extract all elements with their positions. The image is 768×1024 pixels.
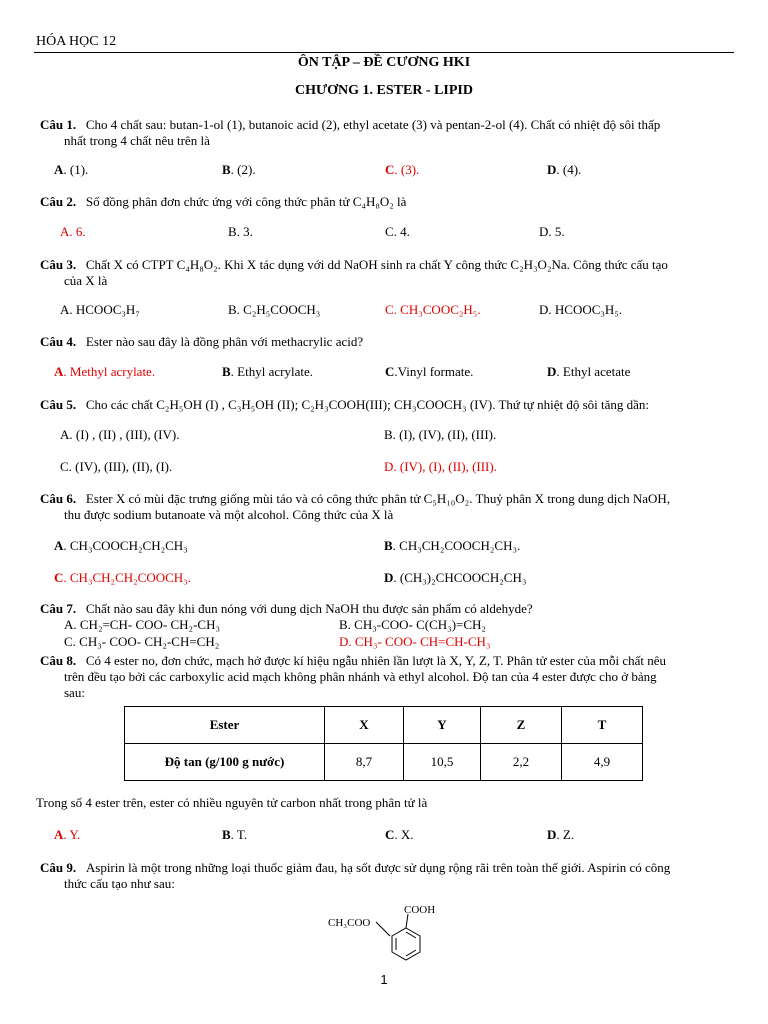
q1-option-c: C. (3). bbox=[385, 162, 420, 177]
q8-option-c: C. X. bbox=[385, 827, 414, 842]
q8-option-a: A. Y. bbox=[54, 827, 81, 842]
question-9: Câu 9. Aspirin là một trong những loại thuốc giảm đau, hạ sốt được sử dụng rộng rãi trên toàn thế giới. Aspirin có công bbox=[40, 860, 671, 875]
table-header: Ester bbox=[125, 707, 325, 744]
question-text: Cho 4 chất sau: butan-1-ol (1), butanoic acid (2), ethyl acetate (3) và pentan-2-ol (4). Chất có nhiệt độ sôi thấp bbox=[85, 117, 661, 132]
benzene-ring-structure bbox=[370, 912, 450, 972]
page-number: 1 bbox=[380, 972, 388, 987]
q6-option-b: B. CH₃CH₂COOCH₂CH₃. bbox=[384, 538, 521, 553]
q5-option-c: C. (IV), (III), (II), (I). bbox=[60, 459, 173, 474]
q7-option-d: D. CH₃- COO- CH=CH-CH₃ bbox=[339, 634, 491, 649]
question-2: Câu 2. Số đồng phân đơn chức ứng với công thức phân tử C₄H₈O₂ là bbox=[40, 194, 407, 209]
q2-option-a: A. 6. bbox=[60, 224, 86, 239]
q5-option-b: B. (I), (IV), (II), (III). bbox=[384, 427, 497, 442]
table-row bbox=[125, 744, 643, 781]
q8-option-d: D. Z. bbox=[547, 827, 575, 842]
q7-option-a: A. CH₂=CH- COO- CH₂-CH₃ bbox=[64, 617, 220, 632]
q3-option-d: D. HCOOC₃H₅. bbox=[539, 302, 623, 317]
q2-option-d: D. 5. bbox=[539, 224, 565, 239]
table-cell: 8,7 bbox=[325, 744, 404, 781]
q3-option-b: B. C₂H₅COOCH₃ bbox=[228, 302, 321, 317]
header-rule bbox=[34, 52, 734, 53]
q2-option-b: B. 3. bbox=[228, 224, 253, 239]
cooh-label: COOH bbox=[404, 904, 436, 916]
question-8-cont2: sau: bbox=[64, 685, 85, 700]
table-cell: 10,5 bbox=[404, 744, 481, 781]
main-title: ÔN TẬP – ĐỀ CƯƠNG HKI bbox=[297, 55, 471, 70]
question-8: Câu 8. Có 4 ester no, đơn chức, mạch hở được kí hiệu ngẫu nhiên lần lượt là X, Y, Z, T. Phân tử ester của mỗi chất nêu bbox=[40, 653, 666, 668]
question-4: Câu 4. Ester nào sau đây là đồng phân với methacrylic acid? bbox=[40, 334, 364, 349]
chapter-title: CHƯƠNG 1. ESTER - LIPID bbox=[294, 83, 473, 98]
subject-header: HÓA HỌC 12 bbox=[36, 34, 117, 49]
question-8-cont: trên đều tạo bởi các carboxylic acid mạch không phân nhánh và ethyl alcohol. Độ tan của 4 ester được cho ở bảng bbox=[64, 669, 657, 684]
question-7: Câu 7. Chất nào sau đây khi đun nóng với dung dịch NaOH thu được sản phẩm có aldehyde? bbox=[40, 601, 533, 616]
q3-option-a: A. HCOOC₃H₇ bbox=[60, 302, 140, 317]
table-header: Y bbox=[404, 707, 481, 744]
ch3coo-label: CH₃COO bbox=[328, 917, 371, 929]
q7-option-b: B. CH₃-COO- C(CH₃)=CH₂ bbox=[339, 617, 486, 632]
q2-option-c: C. 4. bbox=[385, 224, 410, 239]
table-header: Z bbox=[481, 707, 562, 744]
question-label: Câu 1. bbox=[40, 117, 77, 132]
q4-option-a: A. Methyl acrylate. bbox=[54, 364, 156, 379]
question-3: Câu 3. Chất X có CTPT C₄H₈O₂. Khi X tác dụng với dd NaOH sinh ra chất Y công thức C₂H₃O₂Na. Công thức cấu tạo bbox=[40, 257, 668, 272]
solubility-table bbox=[124, 706, 643, 781]
question-3-cont: của X là bbox=[64, 273, 108, 288]
q8-option-b: B. T. bbox=[222, 827, 248, 842]
table-header-row bbox=[125, 707, 643, 744]
q1-option-a: A. (1). bbox=[54, 162, 89, 177]
q6-option-a: A. CH₃COOCH₂CH₂CH₃ bbox=[54, 538, 188, 553]
q6-option-c: C. CH₃CH₂CH₂COOCH₃. bbox=[54, 570, 191, 585]
q1-option-d: D. (4). bbox=[547, 162, 582, 177]
table-cell: 2,2 bbox=[481, 744, 562, 781]
question-8-prompt: Trong số 4 ester trên, ester có nhiều nguyên tử carbon nhất trong phân tử là bbox=[36, 795, 428, 810]
q6-option-d: D. (CH₃)₂CHCOOCH₂CH₃ bbox=[384, 570, 527, 585]
q4-option-c: C.Vinyl formate. bbox=[385, 364, 474, 379]
table-row-label: Độ tan (g/100 g nước) bbox=[125, 744, 325, 781]
question-6-cont: thu được sodium butanoate và một alcohol. Công thức của X là bbox=[64, 507, 394, 522]
question-1 bbox=[40, 117, 660, 133]
q1-option-b: B. (2). bbox=[222, 162, 256, 177]
question-6: Câu 6. Ester X có mùi đặc trưng giống mùi táo và có công thức phân tử C₅H₁₀O₂. Thuỷ phân X trong dung dịch NaOH, bbox=[40, 491, 671, 506]
table-header: T bbox=[562, 707, 643, 744]
table-header: X bbox=[325, 707, 404, 744]
q5-option-a: A. (I) , (II) , (III), (IV). bbox=[60, 427, 180, 442]
question-9-cont: thức cấu tạo như sau: bbox=[64, 876, 175, 891]
q7-option-c: C. CH₃- COO- CH₂-CH=CH₂ bbox=[64, 634, 220, 649]
q4-option-b: B. Ethyl acrylate. bbox=[222, 364, 313, 379]
q5-option-d: D. (IV), (I), (II), (III). bbox=[384, 459, 497, 474]
question-1-cont: nhất trong 4 chất nêu trên là bbox=[64, 133, 210, 148]
q3-option-c: C. CH₃COOC₂H₅. bbox=[385, 302, 481, 317]
q4-option-d: D. Ethyl acetate bbox=[547, 364, 631, 379]
table-cell: 4,9 bbox=[562, 744, 643, 781]
question-5: Câu 5. Cho các chất C₂H₅OH (I) , C₃H₅OH (II); C₂H₃COOH(III); CH₃COOCH₃ (IV). Thứ tự nhiệt độ sôi tăng dần: bbox=[40, 397, 650, 412]
